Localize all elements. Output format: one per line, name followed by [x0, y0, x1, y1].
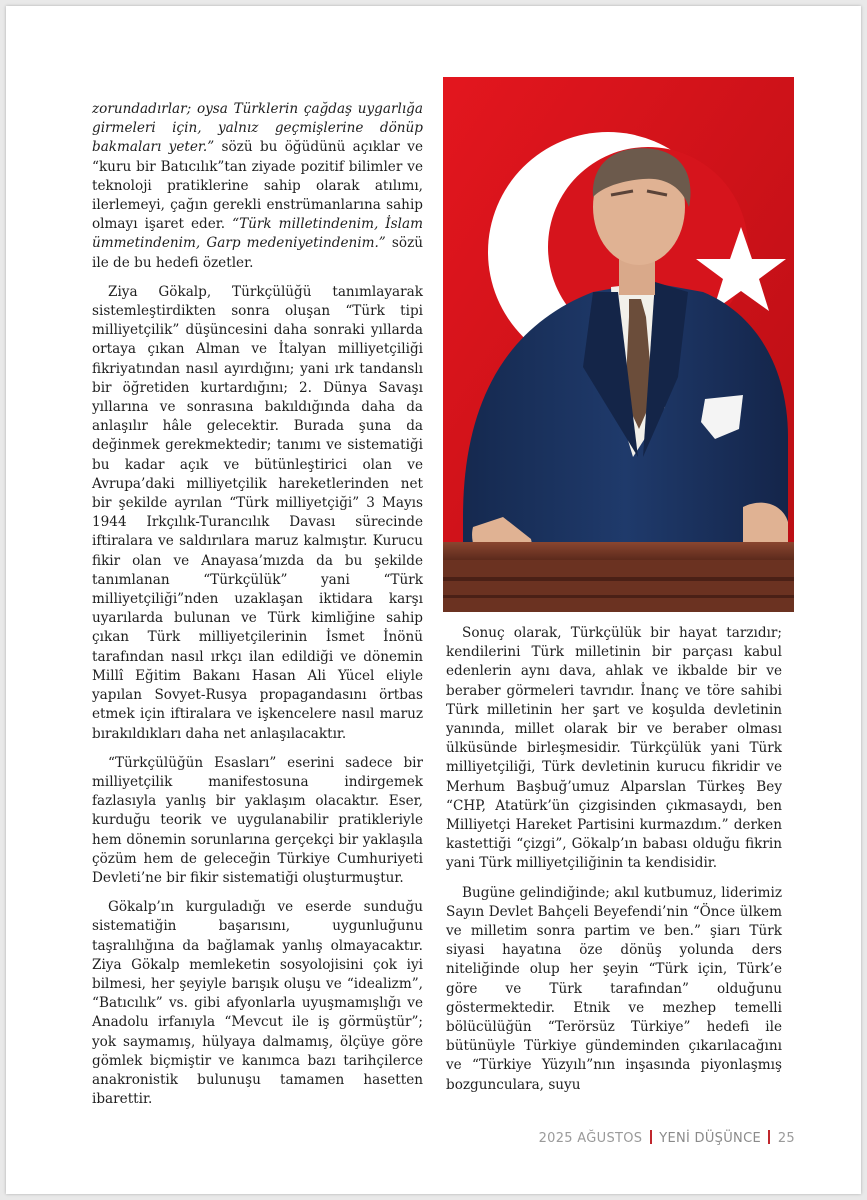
body-paragraph	[92, 754, 423, 888]
right-text-column	[446, 624, 782, 1105]
italic-quote: “Türk milletindenim, İslam ümmetindenim, Garp medeniyetindenim.”	[92, 216, 423, 252]
portrait-photo-with-flag	[443, 77, 794, 612]
footer-accent-bar	[768, 1130, 770, 1144]
paragraph-text: Sonuç olarak, Türkçülük bir hayat tarzıdır; kendilerini Türk milletinin bir parçası kabul edenlerin aynı dava, ahlak ve ikbalde bir ve beraber görmeleri tavrıdır. İnanç ve töre sahibi Türk milletinin her şart ve koşulda devletinin yanında, millet olarak bir ve beraber olması ülküsünde birleşmesidir. Türkçülük yani Türk milliyetçiliği, Türk devletinin kurucu fikridir ve Merhum Başbuğ’umuz Alparslan Türkeş Bey “CHP, Atatürk’ün çizgisinden çıkmasaydı, ben Milliyetçi Hareket Partisini kurmazdım.” derken kastettiği “çizgi”, Gökalp’ın babası olduğu fikrin yani Türk milliyetçiliğinin ta kendisidir.	[446, 625, 782, 872]
body-paragraph	[446, 624, 782, 874]
body-paragraph	[92, 283, 423, 744]
paragraph-text: Ziya Gökalp, Türkçülüğü tanımlayarak sistemleştirdikten sonra oluşan “Türk tipi milliyetçilik” düşüncesini daha sonraki yıllarda ortaya çıkan Alman ve İtalyan milliyetçiliği fikriyatından nasıl ayırdığını; yani ırk tandanslı bir öğretiden kurtardığını; 2. Dünya Savaşı yıllarına ve sonrasına bakıldığında daha da anlaşılır hâle gelecektir. Burada şuna da değinmek gerekmektedir; tanımı ve sistematiği bu kadar açık ve bütünleştirici olan ve Avrupa’daki milliyetçilik hareketlerinden net bir şekilde ayrılan “Türk milliyetçiği” 3 Mayıs 1944 Irkçılık-Turancılık Davası sürecinde iftiralara ve saldırılara maruz kalmıştır. Kurucu fikir olan ve Anayasa’mızda da bu şekilde tanımlanan “Türkçülük” yani “Türk milliyetçiliği”nden uzaklaşan iktidara karşı uyarılarda bulunan ve Türk kimliğine sahip çıkan Türk milliyetçilerinin İsmet İnönü tarafından nasıl ırkçı ilan edildiği ve dönemin Millî Eğitim Bakanı Hasan Ali Yücel eliyle yapılan Sovyet-Rusya propagandasını örtbas etmek için iftiralara ve işkencelere nasıl maruz bırakıldıkları daha net anlaşılacaktır.	[92, 283, 423, 742]
magazine-page	[6, 6, 861, 1194]
paragraph-text: Bugüne gelindiğinde; akıl kutbumuz, liderimiz Sayın Devlet Bahçeli Beyefendi’nin “Önce ülkem ve milletim sonra partim ve ben.” şiarı Türk siyasi hayatına öze dönüş yolunda ders niteliğinde olup her şeyin “Türk için, Türk’e göre ve Türk tarafından” olduğunu göstermektedir. Etnik ve mezhep temelli bölücülüğün “Terörsüz Türkiye” hedefi ile bütünüyle Türkiye gündeminden çıkarılacağını ve “Türkiye Yüzyılı”nın inşasında piyonlaşmış bozgunculara, suyu	[446, 884, 782, 1093]
paragraph-text: “Türkçülüğün Esasları” eserini sadece bir milliyetçilik manifestosuna indirgemek fazlasıyla yanlış bir yaklaşım olacaktır. Eser, kurduğu teorik ve uygulanabilir pratikleriyle hem dönemin sorunlarına gerçekçi bir yaklaşıla çözüm hem de geleceğin Türkiye Cumhuriyeti Devleti’ne bir fikir sistematiği oluşturmuştur.	[92, 754, 423, 886]
body-paragraph	[446, 884, 782, 1095]
italic-quote: zorundadırlar; oysa Türklerin çağdaş uygarlığa girmeleri için, yalnız geçmişlerine dönüp bakmaları yeter.”	[92, 101, 423, 156]
issue-date: 2025 AĞUSTOS	[538, 1131, 643, 1146]
page-footer	[539, 1130, 795, 1146]
page-number: 25	[777, 1131, 795, 1146]
magazine-name: YENİ DÜŞÜNCE	[659, 1131, 761, 1146]
body-paragraph	[92, 100, 423, 273]
body-paragraph	[92, 898, 423, 1109]
paragraph-text: sözü bu öğüdünü açıklar ve “kuru bir Batıcılık”tan ziyade pozitif bilimler ve teknoloji pratiklerine sahip olarak atılımı, ilerlemeyi, çağın gerekli enstrümanlarına sahip olmayı işaret eder.	[92, 139, 423, 233]
paragraph-text: sözü ile de bu hedefi özetler.	[92, 235, 423, 271]
photo-illustration	[443, 77, 794, 612]
footer-accent-bar	[650, 1130, 652, 1144]
paragraph-text: Gökalp’ın kurguladığı ve eserde sunduğu sistematiğin başarısını, uygunluğunu taşralılığına da bağlamak yanlış olmayacaktır. Ziya Gökalp memleketin sosyolojisini çok iyi bilmesi, her şeyiyle barışık oluşu ve “idealizm”, “Batıcılık” vs. gibi afyonlarla uyuşmamışlığı ve Anadolu irfanıyla “Mevcut ile iş görmüştür”; yok saymamış, hülyaya dalmamış, ölçüye göre gömlek biçmiştir ve kanımca bazı tarihçilerce anakronistik bulunuşu tamamen hasetten ibarettir.	[92, 899, 423, 1108]
left-text-column	[92, 100, 423, 1119]
